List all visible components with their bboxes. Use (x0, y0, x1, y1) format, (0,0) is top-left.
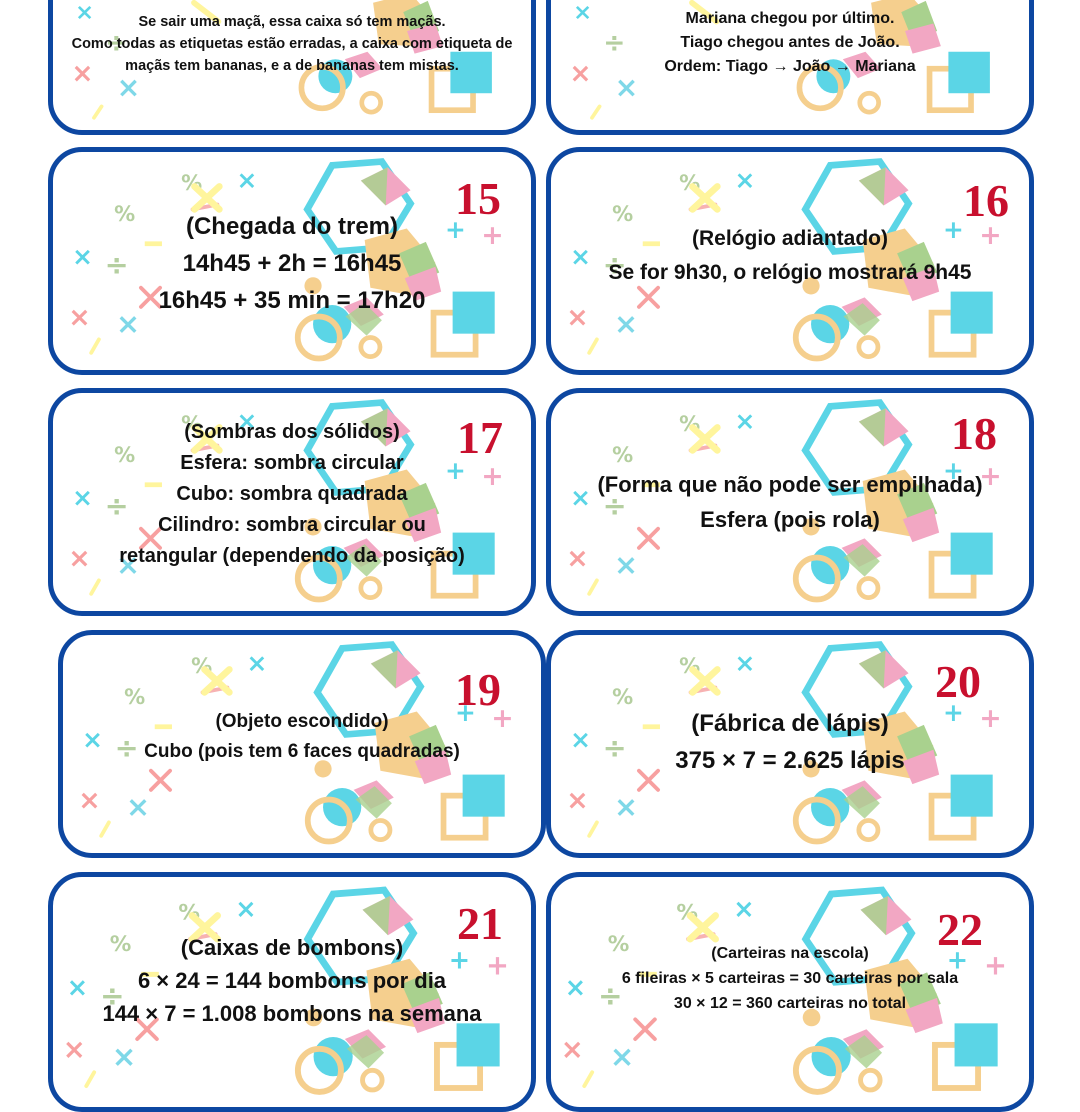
card-text (551, 705, 1029, 779)
answer-card-15 (48, 147, 536, 375)
card-line: 16h45 + 35 min = 17h20 (158, 287, 426, 314)
card-text (53, 11, 531, 77)
card-line: (Chegada do trem) (185, 213, 398, 240)
card-text (53, 208, 531, 319)
answer-card-18 (546, 388, 1034, 616)
card-number: 18 (951, 408, 997, 459)
card-text (53, 931, 531, 1030)
answer-card-22 (546, 872, 1034, 1112)
card-number: 19 (455, 664, 501, 715)
answer-card-14 (546, 0, 1034, 135)
card-line: 14h45 + 2h = 16h45 (182, 250, 402, 277)
card-line: (Objeto escondido) (215, 711, 389, 732)
answer-card-19 (58, 630, 546, 858)
card-text (551, 941, 1029, 1016)
card-line: Cubo (pois tem 6 faces quadradas) (144, 741, 460, 762)
card-line: maçãs tem bananas, e a de bananas tem mistas. (125, 58, 459, 74)
card-number: 22 (937, 904, 983, 955)
card-line: 144 × 7 = 1.008 bombons na semana (102, 1001, 482, 1026)
card-line: 375 × 7 = 2.625 lápis (675, 747, 905, 774)
card-text (551, 467, 1029, 537)
card-line: Ordem: Tiago → João → Mariana (664, 58, 916, 75)
card-line: Esfera: sombra circular (180, 452, 404, 474)
card-line: (Carteiras na escola) (711, 945, 869, 962)
answer-card-17 (48, 388, 536, 616)
card-line: Se for 9h30, o relógio mostrará 9h45 (608, 261, 972, 284)
card-line: (Relógio adiantado) (692, 227, 888, 250)
card-text (53, 412, 531, 572)
card-line: (Fábrica de lápis) (691, 710, 889, 737)
card-text (551, 222, 1029, 290)
card-text (551, 7, 1029, 79)
card-line: Como todas as etiquetas estão erradas, a caixa com etiqueta de (71, 36, 513, 52)
card-line: Cubo: sombra quadrada (176, 483, 408, 505)
card-line: 6 × 24 = 144 bombons por dia (137, 968, 447, 993)
card-text (63, 707, 541, 767)
card-line: Esfera (pois rola) (700, 507, 880, 532)
card-number: 16 (963, 175, 1009, 226)
card-line: Se sair uma maçã, essa caixa só tem maçãs. (138, 14, 446, 30)
card-number: 21 (457, 898, 503, 949)
card-line: (Forma que não pode ser empilhada) (597, 472, 983, 497)
card-line: 30 × 12 = 360 carteiras no total (673, 995, 907, 1012)
answer-card-21 (48, 872, 536, 1112)
answer-card-13 (48, 0, 536, 135)
card-number: 20 (935, 656, 981, 707)
card-line: retangular (dependendo da posição) (119, 545, 465, 567)
card-line: Cilindro: sombra circular ou (158, 514, 426, 536)
answer-card-16 (546, 147, 1034, 375)
card-line: (Sombras dos sólidos) (184, 421, 400, 443)
card-number: 15 (455, 173, 501, 224)
answer-card-20 (546, 630, 1034, 858)
card-line: (Caixas de bombons) (180, 935, 404, 960)
card-line: Tiago chegou antes de João. (680, 34, 900, 51)
card-number: 17 (457, 412, 503, 463)
card-line: Mariana chegou por último. (685, 10, 895, 27)
card-line: 6 fileiras × 5 carteiras = 30 carteiras por sala (621, 970, 959, 987)
